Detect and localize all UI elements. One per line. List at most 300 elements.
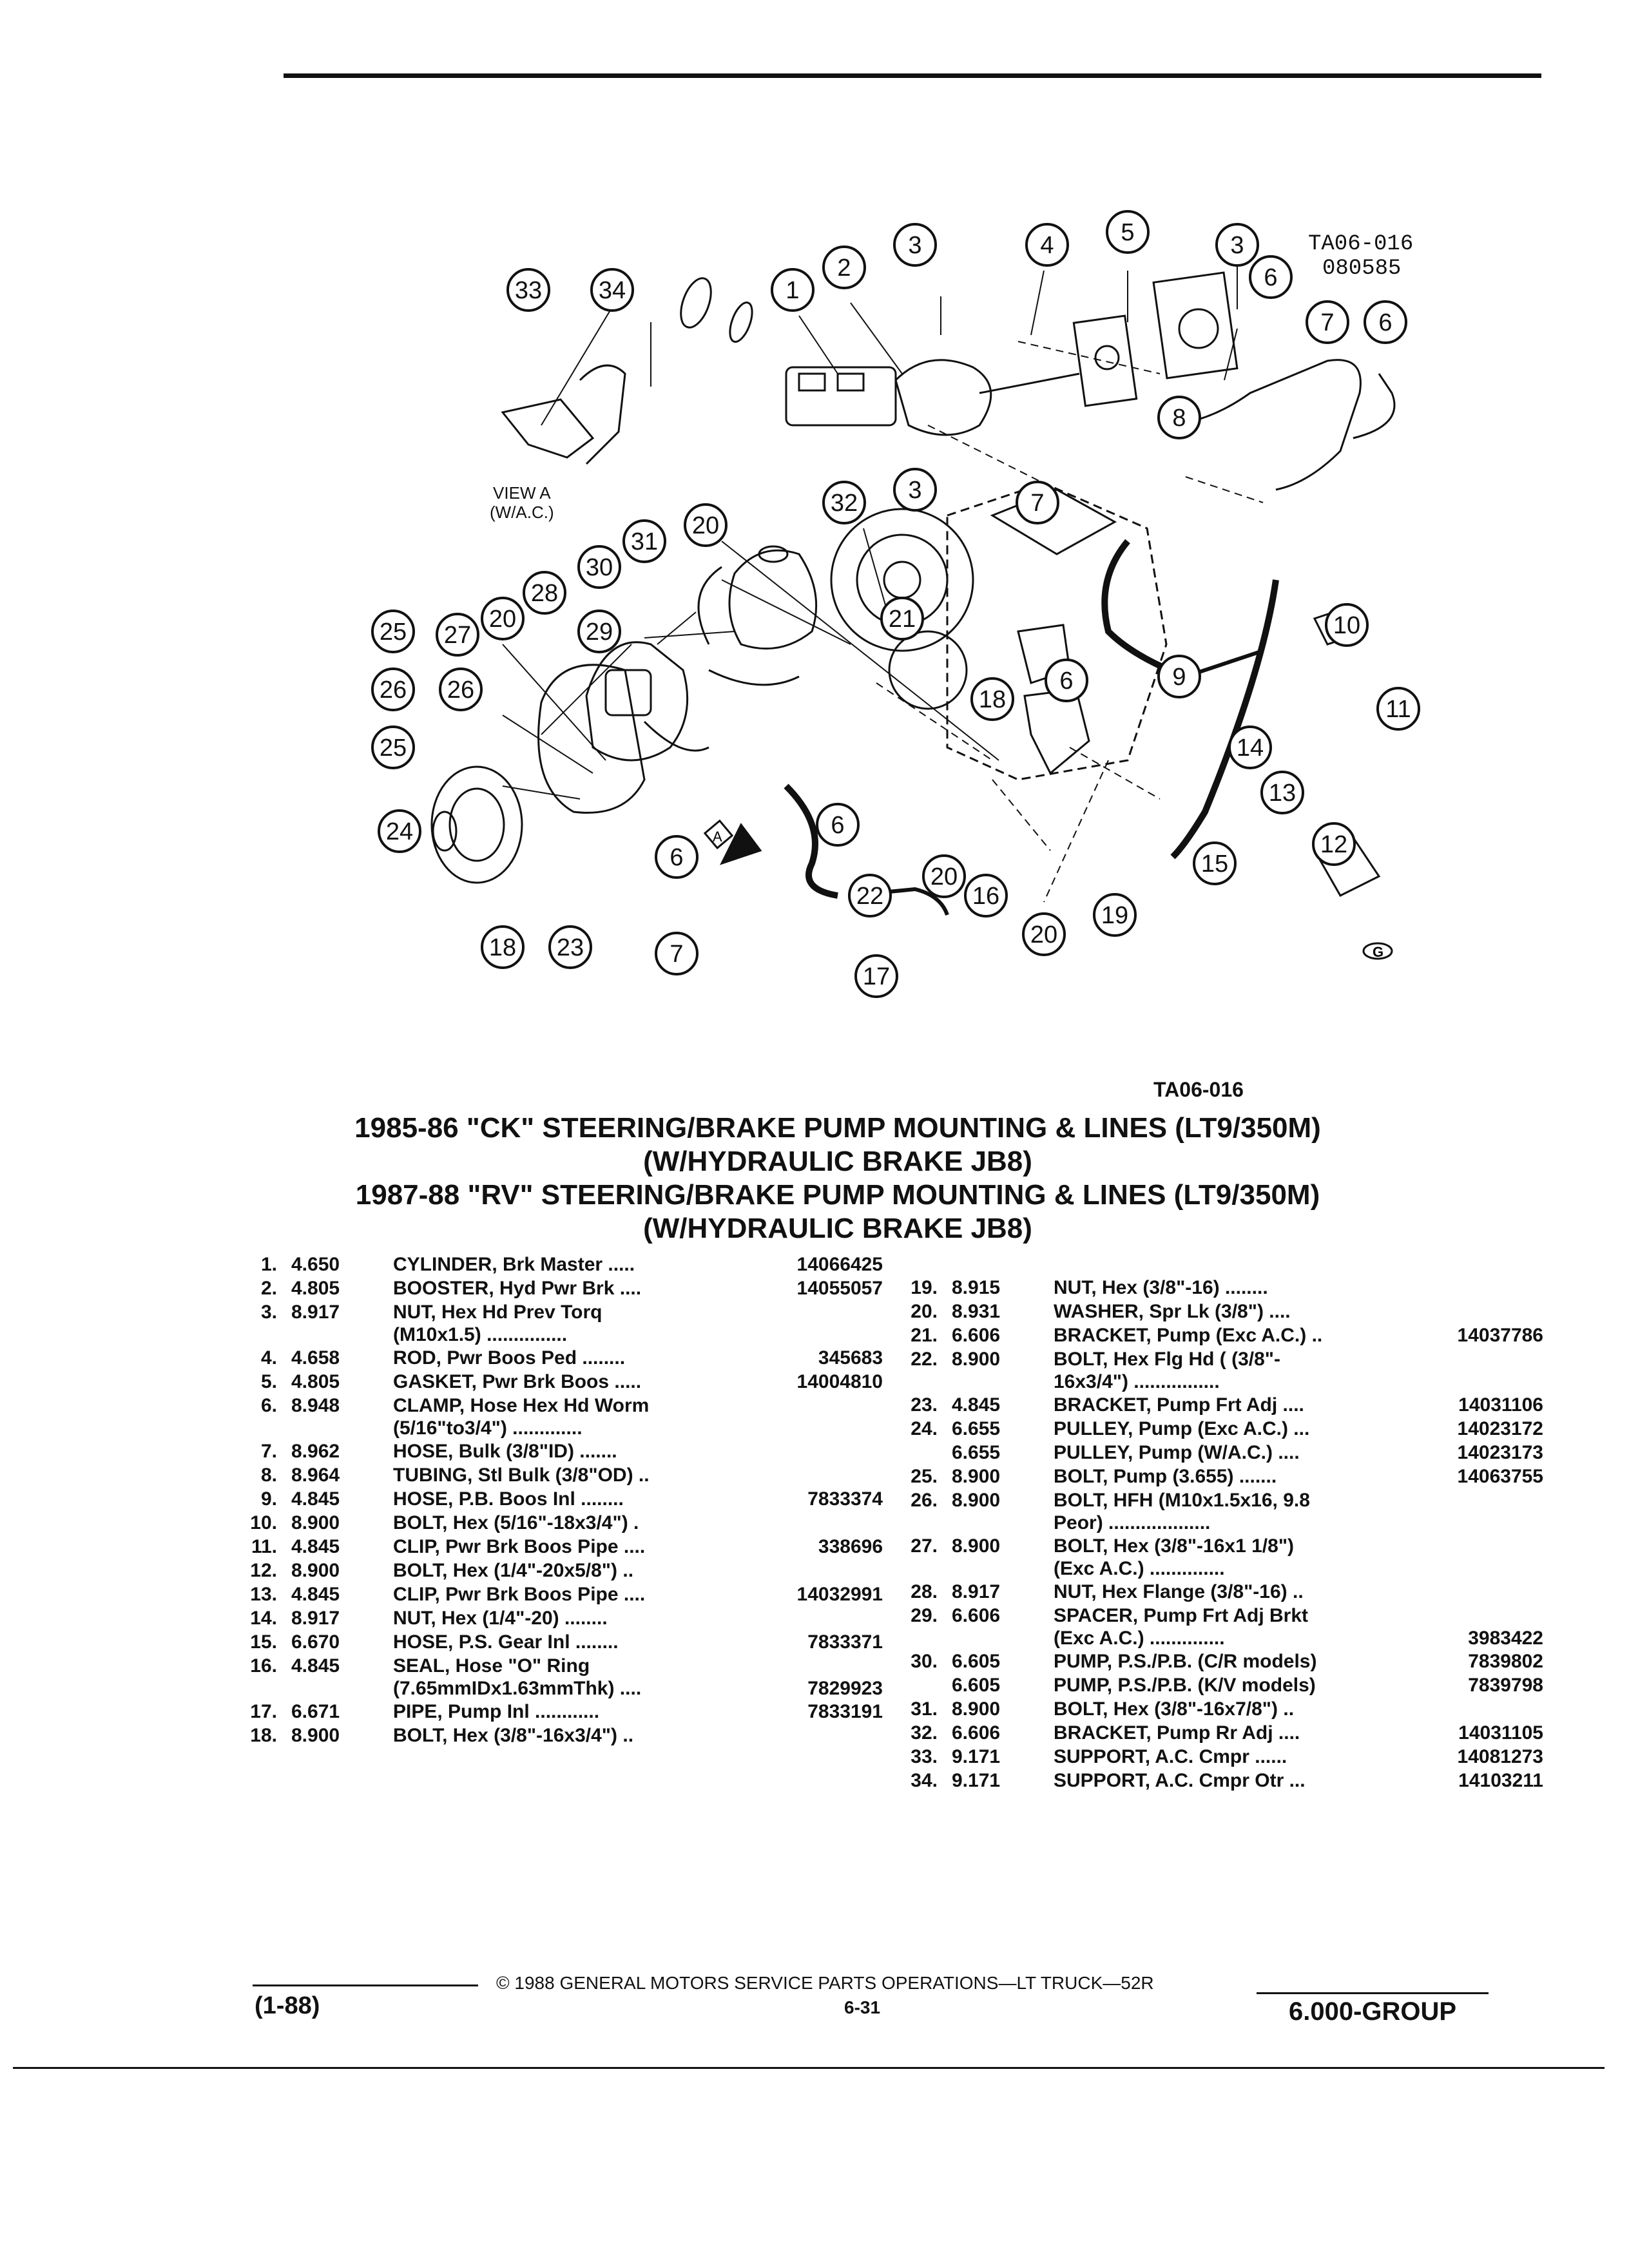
svg-text:26: 26	[379, 677, 407, 704]
callout-25	[372, 727, 414, 768]
diagram-ref-top	[1308, 232, 1413, 281]
ac-support-shape	[503, 399, 593, 457]
callout-31	[624, 521, 665, 562]
part-description: GASKET, Pwr Brk Boos .....	[393, 1371, 642, 1392]
item-number: 26.	[911, 1490, 938, 1511]
parts-row	[899, 1441, 1543, 1465]
parts-row	[899, 1673, 1543, 1697]
group-code: 4.845	[291, 1655, 340, 1677]
callout-3	[894, 469, 936, 510]
callout-7	[1307, 302, 1348, 343]
parts-row	[238, 1582, 883, 1606]
callout-3	[894, 224, 936, 265]
callouts	[372, 211, 1419, 997]
callout-2	[824, 247, 865, 288]
parts-list-left	[238, 1253, 883, 1747]
parts-row	[238, 1394, 883, 1418]
svg-text:20: 20	[930, 863, 958, 890]
callout-11	[1378, 688, 1419, 729]
group-code: 9.171	[952, 1746, 1001, 1767]
callout-32	[824, 482, 865, 523]
parts-row	[899, 1745, 1543, 1769]
svg-text:19: 19	[1101, 902, 1129, 929]
part-description: TUBING, Stl Bulk (3/8"OD) ..	[393, 1465, 650, 1486]
item-number: 33.	[911, 1746, 938, 1767]
part-description: SPACER, Pump Frt Adj Brkt	[1054, 1605, 1309, 1626]
parts-row	[238, 1324, 883, 1346]
part-description: SUPPORT, A.C. Cmpr ......	[1054, 1746, 1287, 1767]
group-code: 8.900	[291, 1560, 340, 1581]
gear-inlet-hose-shape	[1173, 580, 1276, 857]
parts-row	[899, 1347, 1543, 1371]
group-code: 8.915	[952, 1277, 1001, 1298]
part-number: 7829923	[807, 1678, 883, 1699]
item-number: 31.	[911, 1698, 938, 1720]
group-code: 4.845	[952, 1394, 1001, 1416]
svg-text:8: 8	[1172, 405, 1186, 432]
group-code: 8.917	[952, 1581, 1001, 1602]
svg-text:5: 5	[1121, 219, 1135, 246]
part-number: 7839802	[1468, 1651, 1543, 1672]
parts-row	[899, 1276, 1543, 1300]
item-number: 8.	[260, 1465, 277, 1486]
svg-text:13: 13	[1268, 780, 1296, 807]
part-description: BRACKET, Pump (Exc A.C.) ..	[1054, 1325, 1323, 1346]
callout-6	[656, 836, 697, 878]
item-number: 19.	[911, 1277, 938, 1298]
view-a-title: VIEW A	[493, 483, 551, 503]
group-code: 6.671	[291, 1701, 340, 1722]
item-number: 15.	[250, 1631, 277, 1653]
svg-text:7: 7	[1320, 309, 1335, 336]
part-description: HOSE, Bulk (3/8"ID) .......	[393, 1441, 617, 1462]
svg-text:18: 18	[488, 934, 517, 961]
part-number: 7839798	[1468, 1675, 1543, 1696]
part-number: 14032991	[796, 1584, 883, 1605]
svg-text:21: 21	[888, 606, 916, 633]
callout-7	[656, 933, 697, 974]
item-number: 4.	[260, 1347, 277, 1369]
parts-row	[238, 1559, 883, 1582]
item-number: 9.	[260, 1488, 277, 1510]
callout-8	[1159, 397, 1200, 438]
parts-row	[899, 1558, 1543, 1580]
svg-text:34: 34	[598, 277, 626, 304]
svg-text:24: 24	[385, 818, 414, 845]
parts-row	[899, 1417, 1543, 1441]
part-number: 14066425	[796, 1254, 883, 1275]
parts-row	[238, 1276, 883, 1300]
callout-14	[1229, 727, 1271, 768]
item-number: 20.	[911, 1301, 938, 1322]
part-description: CLIP, Pwr Brk Boos Pipe ....	[393, 1584, 646, 1605]
part-description: BOLT, HFH (M10x1.5x16, 9.8	[1054, 1490, 1310, 1511]
title-line-3: 1987-88 "RV" STEERING/BRAKE PUMP MOUNTING & LINES (LT9/350M)	[355, 1179, 1320, 1211]
parts-row	[238, 1535, 883, 1559]
parts-row	[238, 1463, 883, 1487]
svg-text:33: 33	[514, 277, 543, 304]
part-description: 16x3/4") ................	[1054, 1371, 1220, 1392]
item-number: 27.	[911, 1535, 938, 1557]
parts-row	[899, 1300, 1543, 1323]
bottom-rule	[13, 2067, 1605, 2069]
svg-text:1: 1	[786, 277, 800, 304]
svg-text:31: 31	[630, 528, 659, 555]
svg-text:28: 28	[530, 580, 559, 607]
callout-17	[856, 956, 897, 997]
footer-page-number: 6-31	[844, 1997, 881, 2017]
svg-text:30: 30	[585, 554, 613, 581]
parts-row	[238, 1487, 883, 1511]
callout-9	[1159, 656, 1200, 697]
item-number: 7.	[260, 1441, 277, 1462]
part-number: 14081273	[1457, 1746, 1543, 1767]
group-code: 8.964	[291, 1465, 340, 1486]
part-number: 7833371	[807, 1631, 883, 1653]
group-code: 8.917	[291, 1302, 340, 1323]
item-number: 22.	[911, 1349, 938, 1370]
callout-34	[592, 269, 633, 311]
svg-text:9: 9	[1172, 664, 1186, 691]
group-code: 8.900	[291, 1512, 340, 1533]
parts-row	[899, 1649, 1543, 1673]
item-number: 1.	[260, 1254, 277, 1275]
group-code: 4.845	[291, 1584, 340, 1605]
group-code: 8.900	[952, 1490, 1001, 1511]
callout-23	[550, 927, 591, 968]
item-number: 21.	[911, 1325, 938, 1346]
callout-7	[1017, 482, 1058, 523]
part-number: 14023172	[1457, 1418, 1543, 1439]
callout-24	[379, 811, 420, 852]
pump-pulley-shape	[432, 767, 522, 883]
group-code: 6.606	[952, 1325, 1001, 1346]
svg-text:23: 23	[556, 934, 584, 961]
part-description: (Exc A.C.) ..............	[1054, 1558, 1225, 1579]
svg-text:22: 22	[856, 883, 884, 910]
part-description: SEAL, Hose "O" Ring	[393, 1655, 590, 1677]
group-code: 6.655	[952, 1418, 1001, 1439]
title-line-2: (W/HYDRAULIC BRAKE JB8)	[643, 1146, 1032, 1177]
item-number: 17.	[250, 1701, 277, 1722]
exploded-view-diagram	[348, 180, 1431, 1044]
part-description: CLIP, Pwr Brk Boos Pipe ....	[393, 1536, 646, 1557]
footer-copyright: © 1988 GENERAL MOTORS SERVICE PARTS OPERATIONS—LT TRUCK—52R	[496, 1973, 1154, 1993]
callout-19	[1094, 894, 1135, 936]
callout-20	[923, 856, 965, 897]
part-number: 14031106	[1458, 1394, 1543, 1416]
parts-row	[899, 1465, 1543, 1488]
svg-text:14: 14	[1236, 735, 1264, 762]
parts-row	[238, 1439, 883, 1463]
callout-25	[372, 611, 414, 652]
callout-12	[1313, 823, 1354, 865]
part-number: 14037786	[1457, 1325, 1543, 1346]
part-description: BRACKET, Pump Frt Adj ....	[1054, 1394, 1304, 1416]
booster-shape	[896, 360, 991, 435]
callout-6	[1046, 660, 1087, 701]
part-description: BOLT, Pump (3.655) .......	[1054, 1466, 1277, 1487]
item-number: 29.	[911, 1605, 938, 1626]
svg-text:18: 18	[978, 686, 1007, 713]
part-number: 14031105	[1458, 1722, 1543, 1744]
callout-18	[482, 927, 523, 968]
callout-30	[579, 546, 620, 588]
part-description: BOOSTER, Hyd Pwr Brk ....	[393, 1278, 642, 1299]
parts-row	[238, 1370, 883, 1394]
part-number: 14004810	[796, 1371, 883, 1392]
item-number: 13.	[250, 1584, 277, 1605]
item-number: 14.	[250, 1608, 277, 1629]
group-code: 8.900	[291, 1725, 340, 1746]
parts-row	[238, 1253, 883, 1276]
callout-3	[1217, 224, 1258, 265]
part-description: (M10x1.5) ...............	[393, 1324, 568, 1345]
part-number: 14055057	[796, 1278, 883, 1299]
parts-row	[899, 1534, 1543, 1558]
callout-22	[849, 875, 891, 916]
part-description: HOSE, P.S. Gear Inl ........	[393, 1631, 619, 1653]
item-number: 11.	[251, 1536, 277, 1557]
callout-18	[972, 678, 1013, 720]
svg-text:25: 25	[379, 619, 407, 646]
svg-text:20: 20	[1030, 921, 1058, 948]
part-number: 14063755	[1457, 1466, 1543, 1487]
item-number: 23.	[911, 1394, 938, 1416]
svg-text:2: 2	[837, 255, 851, 282]
group-code: 8.900	[952, 1466, 1001, 1487]
svg-text:27: 27	[443, 622, 472, 649]
footer-group: 6.000-GROUP	[1289, 1997, 1457, 2026]
parts-row	[238, 1724, 883, 1747]
parts-row	[899, 1580, 1543, 1604]
item-number: 6.	[260, 1395, 277, 1416]
part-description: (7.65mmIDx1.63mmThk) ....	[393, 1678, 642, 1699]
item-number: 32.	[911, 1722, 938, 1744]
part-description: NUT, Hex (1/4"-20) ........	[393, 1608, 608, 1629]
view-a-label	[490, 483, 554, 522]
item-number: 24.	[911, 1418, 938, 1439]
parts-row	[238, 1511, 883, 1535]
callout-5	[1107, 211, 1148, 253]
callout-26	[440, 669, 481, 710]
svg-text:25: 25	[379, 735, 407, 762]
svg-text:10: 10	[1333, 612, 1361, 639]
part-description: Peor) ...................	[1054, 1512, 1211, 1533]
part-description: (5/16"to3/4") .............	[393, 1418, 583, 1439]
item-number: 18.	[250, 1725, 277, 1746]
parts-row	[899, 1488, 1543, 1512]
svg-text:6: 6	[1378, 309, 1393, 336]
diagram-ref-bottom: TA06-016	[1153, 1078, 1244, 1101]
callout-1	[772, 269, 813, 311]
group-code: 9.171	[952, 1770, 1001, 1791]
part-description: CYLINDER, Brk Master .....	[393, 1254, 635, 1275]
parts-row	[238, 1678, 883, 1700]
callout-20	[482, 598, 523, 639]
part-description: NUT, Hex (3/8"-16) ........	[1054, 1277, 1268, 1298]
footer-rule-right	[1257, 1992, 1489, 1994]
group-code: 8.917	[291, 1608, 340, 1629]
parts-row	[899, 1769, 1543, 1792]
ref-code: TA06-016	[1308, 232, 1414, 256]
parts-row	[899, 1393, 1543, 1417]
svg-text:6: 6	[1264, 264, 1278, 291]
callout-20	[1023, 914, 1065, 955]
svg-text:17: 17	[862, 963, 891, 990]
item-number: 12.	[250, 1560, 277, 1581]
parts-row	[238, 1346, 883, 1370]
callout-29	[579, 611, 620, 652]
group-code: 6.605	[952, 1651, 1001, 1672]
group-code: 8.900	[952, 1698, 1001, 1720]
gm-logo-mark: G	[1373, 944, 1384, 960]
item-number: 28.	[911, 1581, 938, 1602]
group-code: 6.606	[952, 1722, 1001, 1744]
parts-row	[899, 1628, 1543, 1649]
part-description: BOLT, Hex (1/4"-20x5/8") ..	[393, 1560, 634, 1581]
item-number: 16.	[250, 1655, 277, 1677]
group-code: 8.962	[291, 1441, 340, 1462]
svg-text:6: 6	[1059, 668, 1074, 695]
callout-27	[437, 614, 478, 655]
part-description: HOSE, P.B. Boos Inl ........	[393, 1488, 624, 1510]
group-code: 4.650	[291, 1254, 340, 1275]
svg-text:6: 6	[670, 844, 684, 871]
callout-28	[524, 572, 565, 613]
callout-10	[1326, 604, 1367, 646]
top-rule	[284, 73, 1541, 78]
part-number: 338696	[818, 1536, 883, 1557]
part-description: PIPE, Pump Inl ............	[393, 1701, 600, 1722]
footer-rule-left	[253, 1984, 478, 1986]
part-description: BOLT, Hex (3/8"-16x1 1/8")	[1054, 1535, 1295, 1557]
part-description: BOLT, Hex (3/8"-16x3/4") ..	[393, 1725, 634, 1746]
parts-row	[238, 1630, 883, 1654]
title-line-4: (W/HYDRAULIC BRAKE JB8)	[643, 1213, 1032, 1244]
footer-revision: (1-88)	[255, 1992, 320, 2019]
part-description: BOLT, Hex Flg Hd ( (3/8"-	[1054, 1349, 1281, 1370]
callout-26	[372, 669, 414, 710]
part-description: (Exc A.C.) ..............	[1054, 1628, 1225, 1649]
item-number: 2.	[260, 1278, 277, 1299]
svg-text:3: 3	[908, 232, 922, 259]
group-code: 4.845	[291, 1488, 340, 1510]
callout-6	[817, 804, 858, 845]
svg-text:6: 6	[831, 812, 845, 839]
svg-text:20: 20	[488, 606, 517, 633]
svg-text:4: 4	[1040, 232, 1054, 259]
callout-6	[1365, 302, 1406, 343]
parts-row	[899, 1697, 1543, 1721]
svg-text:20: 20	[691, 512, 720, 539]
parts-list-right	[899, 1276, 1543, 1792]
group-code: 6.605	[952, 1675, 1001, 1696]
callout-4	[1027, 224, 1068, 265]
group-code: 4.845	[291, 1536, 340, 1557]
engine-outline	[947, 483, 1166, 780]
part-description: CLAMP, Hose Hex Hd Worm	[393, 1395, 650, 1416]
part-number: 3983422	[1468, 1628, 1543, 1649]
parts-row	[899, 1721, 1543, 1745]
part-description: BOLT, Hex (5/16"-18x3/4") .	[393, 1512, 639, 1533]
reservoir-shape	[729, 550, 816, 648]
title-line-1: 1985-86 "CK" STEERING/BRAKE PUMP MOUNTING & LINES (LT9/350M)	[354, 1112, 1321, 1144]
group-code: 6.670	[291, 1631, 340, 1653]
svg-text:12: 12	[1320, 831, 1348, 858]
parts-row	[238, 1300, 883, 1324]
group-code: 8.931	[952, 1301, 1001, 1322]
part-description: PULLEY, Pump (W/A.C.) ....	[1054, 1442, 1300, 1463]
parts-row	[238, 1700, 883, 1724]
group-code: 8.948	[291, 1395, 340, 1416]
master-cylinder-shape	[786, 367, 896, 425]
parts-row	[899, 1323, 1543, 1347]
part-description: PULLEY, Pump (Exc A.C.) ...	[1054, 1418, 1310, 1439]
callout-13	[1262, 772, 1303, 813]
group-code: 8.900	[952, 1349, 1001, 1370]
part-number: 7833191	[807, 1701, 883, 1722]
svg-text:29: 29	[585, 619, 613, 646]
parts-row	[899, 1604, 1543, 1628]
svg-text:26: 26	[447, 677, 475, 704]
group-code: 4.658	[291, 1347, 340, 1369]
view-marker-a: A	[713, 829, 722, 845]
item-number: 25.	[911, 1466, 938, 1487]
part-description: NUT, Hex Hd Prev Torq	[393, 1302, 602, 1323]
part-description: ROD, Pwr Boos Ped ........	[393, 1347, 626, 1369]
svg-text:11: 11	[1385, 696, 1411, 723]
part-description: BOLT, Hex (3/8"-16x7/8") ..	[1054, 1698, 1295, 1720]
part-number: 345683	[818, 1347, 883, 1369]
parts-row	[238, 1606, 883, 1630]
item-number: 30.	[911, 1651, 938, 1672]
svg-text:32: 32	[830, 490, 858, 517]
part-description: WASHER, Spr Lk (3/8") ....	[1054, 1301, 1291, 1322]
parts-row	[238, 1654, 883, 1678]
part-description: NUT, Hex Flange (3/8"-16) ..	[1054, 1581, 1304, 1602]
svg-text:7: 7	[1030, 490, 1045, 517]
group-code: 6.606	[952, 1605, 1001, 1626]
part-number: 14023173	[1457, 1442, 1543, 1463]
svg-text:3: 3	[908, 477, 922, 504]
item-number: 3.	[260, 1302, 277, 1323]
part-number: 7833374	[807, 1488, 883, 1510]
group-code: 8.900	[952, 1535, 1001, 1557]
callout-33	[508, 269, 549, 311]
part-description: PUMP, P.S./P.B. (K/V models)	[1054, 1675, 1316, 1696]
callout-6	[1250, 256, 1291, 298]
booster-gasket-shape	[1074, 316, 1136, 406]
callout-20	[685, 505, 726, 546]
callout-21	[882, 598, 923, 639]
parts-row	[899, 1371, 1543, 1393]
part-description: BRACKET, Pump Rr Adj ....	[1054, 1722, 1300, 1744]
item-number: 5.	[260, 1371, 277, 1392]
ref-date: 080585	[1322, 256, 1402, 281]
svg-text:3: 3	[1230, 232, 1244, 259]
parts-row	[238, 1418, 883, 1439]
svg-text:15: 15	[1200, 850, 1229, 878]
group-code: 6.655	[952, 1442, 1001, 1463]
item-number: 10.	[250, 1512, 277, 1533]
view-a-note: (W/A.C.)	[490, 503, 554, 522]
part-number: 14103211	[1458, 1770, 1543, 1791]
svg-text:16: 16	[972, 883, 1000, 910]
group-code: 4.805	[291, 1371, 340, 1392]
parts-row	[899, 1512, 1543, 1534]
callout-16	[965, 875, 1007, 916]
